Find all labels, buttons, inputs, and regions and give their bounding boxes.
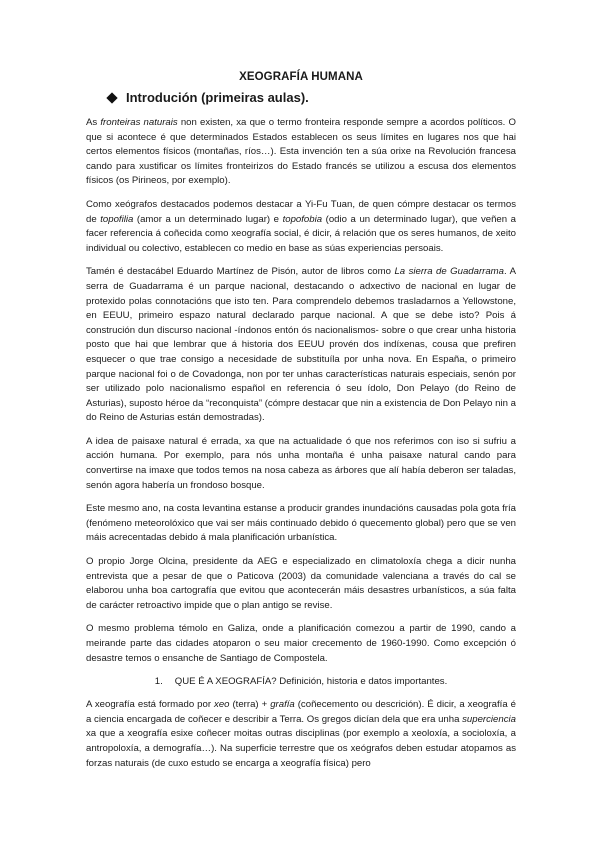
paragraph-gota-fria: Este mesmo ano, na costa levantina estanse a producir grandes inundacións causadas pola gota fría (fenómeno meteorolóxico que vai ser máis continuado debido ó quecemento global) pero que se ven máis acrecentadas debido á mala planificación urbanística. (86, 503, 516, 544)
paragraph-yi-fu-tuan: Como xeógrafos destacados podemos destacar a Yi-Fu Tuan, de quen cómpre destacar os termos de topofilia (amor a un determinado lugar) e topofobia (odio a un determinado lugar), que veñen a facer referencia á coñecida como xeografía social, é dicir, á relación que os seres humanos, de xeito individual ou colectivo, establecen co medio en base as súas experiencias persoais. (86, 198, 516, 254)
paragraph-martinez-de-pison: Tamén é destacábel Eduardo Martínez de Pisón, autor de libros como La sierra de Guadarrama. A serra de Guadarrama é un parque nacional, destacando o adxectivo de nacional en lugar de protexido polas connotacións que isto ten. Para comprendelo debemos trasladarnos a Yellowstone, en EEUU, primeiro espazo natural declarado parque nacional. A que se debe isto? Pois á construción dun discurso nacional -índonos entón ós nacionalismos- sobre o que crear unha historia posto que hai que lembrar que á historia dos EEUU provén dos indíxenas, cousa que prefiren esquecer o que trae consigo a necesidade de substituíla por unha nova. En España, o primeiro parque nacional foi o de Covadonga, non por ter unhas características naturais especiais, senón por ser utilizado polo nacionalismo español en referencia ó seu ídolo, Don Pelayo (do Reino de Asturias), suposto héroe da “reconquista” (cómpre destacar que nin a existencia de Don Pelayo nin a do Reino de Asturias están demostradas). (86, 266, 517, 424)
term-xeo: xeo (214, 699, 230, 711)
section-heading-text: Introdución (primeiras aulas). (126, 90, 309, 105)
term-fronteiras-naturais: fronteiras naturais (100, 117, 178, 128)
section-heading (86, 90, 516, 105)
numbered-heading (86, 675, 516, 689)
heading-question: QUE É A XEOGRAFÍA? (174, 676, 277, 688)
paragraph-jorge-olcina: O propio Jorge Olcina, presidente da AEG e especializado en climatoloxía chega a dicir nunha entrevista que a pesar de que o Paticova (2003) da comunidade valenciana a través do cal se elaborou unha boa cartografía que evitou que acontecerán máis desastres urbanísticos, a súa falta de carácter retroactivo impide que o plan antigo se revise. (86, 556, 516, 611)
term-superciencia: superciencia (462, 713, 516, 725)
paragraph-fronteiras: As fronteiras naturais non existen, xa que o termo fronteira responde sempre a acordos políticos. O que si acontece é que determinados Estados establecen os seus límites en lugares nos que hai certos elementos físicos (montañas, ríos…). Esta invención ten a súa orixe na Revolución francesa cando para xustificar os límites fronteirizos do Estado francés se utilizou a escusa dos elementos físicos (os Pirineos, por exemplo). (86, 117, 516, 187)
paragraph-galiza: O mesmo problema témolo en Galiza, onde a planificación comezou a partir de 1990, cando a meirande parte das cidades atoparon o seu maior crecemento de 1960-1990. Como excepción ó desastre temos o ensanche de Santiago de Compostela. (86, 623, 516, 664)
heading-number: 1. (154, 676, 163, 688)
book-title: La sierra de Guadarrama (394, 266, 505, 278)
term-topofilia: topofilia (100, 213, 134, 225)
paragraph-xeografia-definicion: A xeografía está formado por xeo (terra) + grafía (coñecemento ou descrición). É dicir, a xeografía é a ciencia encargada de coñecer e describir a Terra. Os gregos dicían dela que era unha superciencia xa que a xeografía esixe coñecer moitas outras disciplinas (por exemplo a xeoloxía, a socioloxía, a antropoloxía, a demografía…). Na superficie terrestre que os xeógrafos deben estudar atopamos as forzas naturais (de cuxo estudo se encarga a xeografía física) pero (86, 699, 516, 769)
document-page (86, 71, 516, 780)
term-grafia: grafía (270, 699, 295, 711)
diamond-bullet-icon (106, 92, 117, 103)
paragraph-paisaxe-natural: A idea de paisaxe natural é errada, xa que na actualidade ó que nos referimos con iso si sufriu a acción humana. Por exemplo, para nós unha montaña é unha paisaxe natural cando para convertirse na imaxe que todos temos na nosa cabeza as árbores que alí había deberon ser taladas, senón agora habería un frondoso bosque. (86, 435, 516, 491)
heading-subtitle: Definición, historia e datos importantes. (276, 676, 448, 688)
document-title: XEOGRAFÍA HUMANA (239, 71, 363, 83)
term-topofobia: topofobia (282, 213, 323, 225)
